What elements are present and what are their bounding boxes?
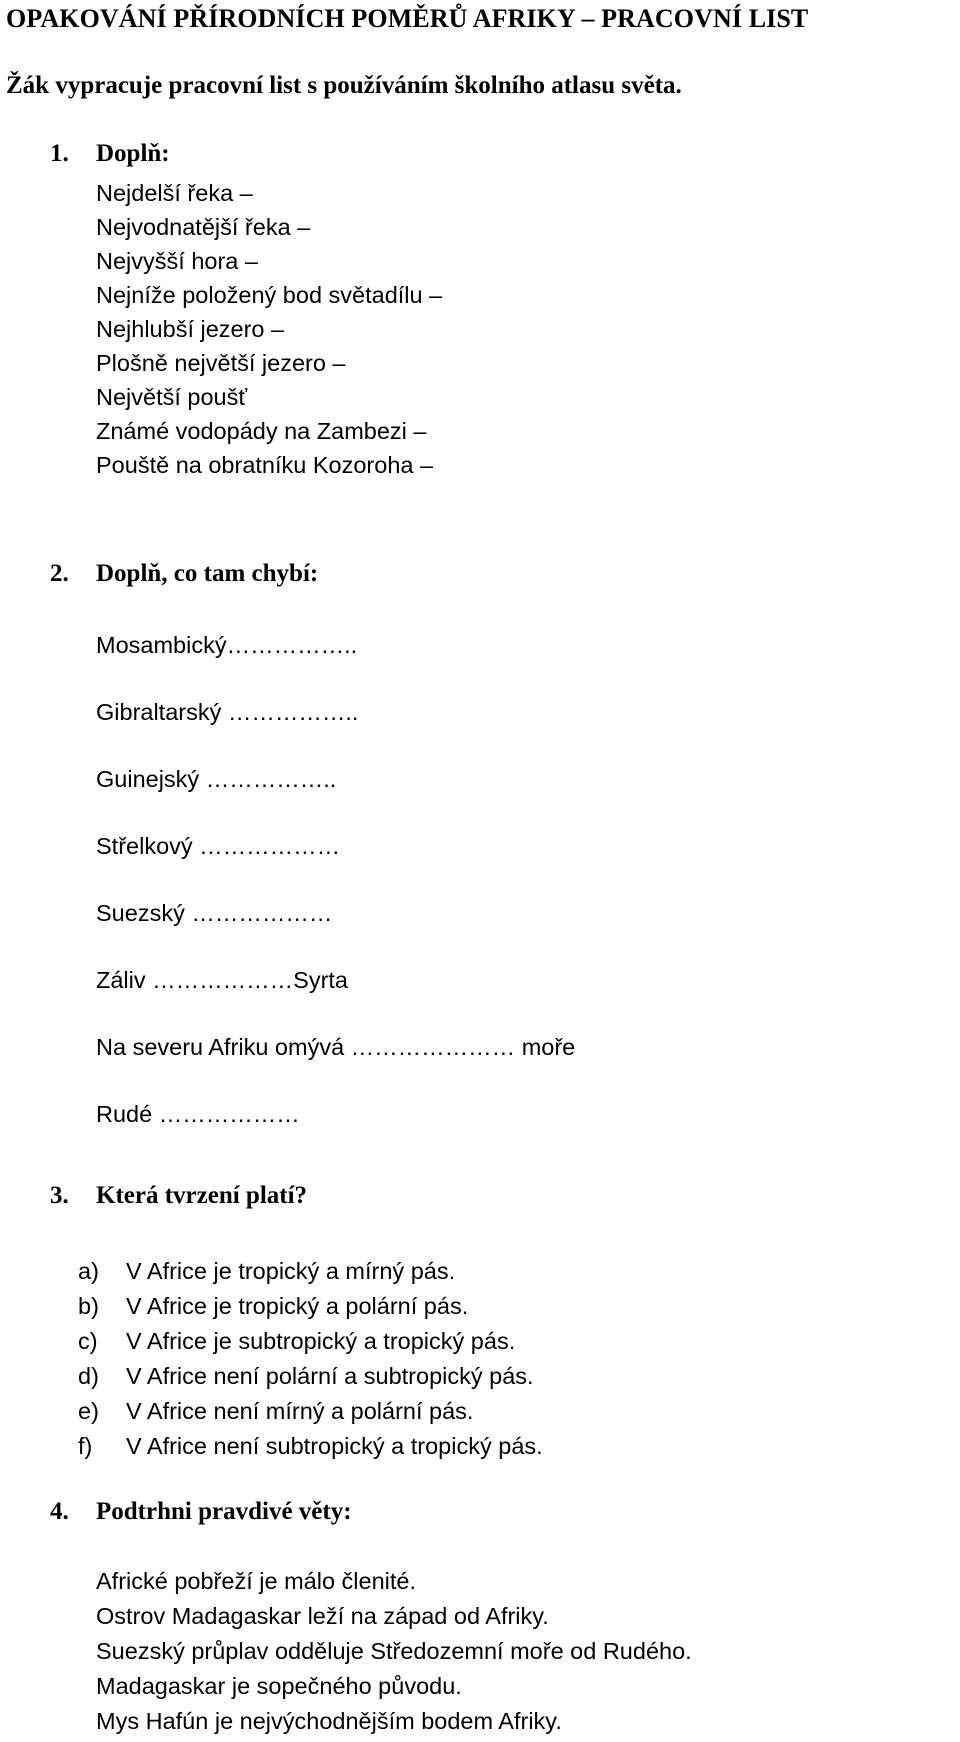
- statement: Madagaskar je sopečného původu.: [96, 1673, 462, 1699]
- fill-in-line: Záliv ………………Syrta: [96, 967, 348, 993]
- question-1-item: Nejvyšší hora –: [96, 248, 258, 274]
- question-4-heading: [50, 1498, 352, 1526]
- option-letter: d): [78, 1363, 99, 1389]
- fill-in-line: Gibraltarský ……………..: [96, 699, 359, 725]
- question-2-heading: [50, 560, 318, 588]
- option-text: V Africe není subtropický a tropický pás.: [126, 1433, 543, 1459]
- question-3-options: [78, 1254, 543, 1464]
- option-letter: c): [78, 1328, 98, 1354]
- answer-option: [78, 1254, 543, 1289]
- option-text: V Africe není polární a subtropický pás.: [126, 1363, 534, 1389]
- option-letter: a): [78, 1258, 99, 1284]
- question-1-item: Největší poušť: [96, 384, 248, 410]
- question-1-heading: [50, 140, 170, 168]
- question-2-text: Doplň, co tam chybí:: [96, 560, 319, 587]
- answer-option: [78, 1359, 543, 1394]
- answer-option: [78, 1394, 543, 1429]
- question-4-number: 4.: [50, 1498, 69, 1525]
- statement: Mys Hafún je nejvýchodnějším bodem Afriky.: [96, 1708, 562, 1734]
- fill-in-line: Suezský ………………: [96, 900, 333, 926]
- option-text: V Africe je tropický a mírný pás.: [126, 1258, 456, 1284]
- option-letter: e): [78, 1398, 99, 1424]
- option-text: V Africe je tropický a polární pás.: [126, 1293, 469, 1319]
- fill-in-line: Střelkový ………………: [96, 833, 341, 859]
- fill-in-line: Mosambický……………..: [96, 632, 358, 658]
- question-1-item: Nejhlubší jezero –: [96, 316, 285, 342]
- option-letter: b): [78, 1293, 99, 1319]
- question-1-item: Nejníže položený bod světadílu –: [96, 282, 443, 308]
- fill-in-line: Rudé ………………: [96, 1101, 300, 1127]
- question-1-list: [96, 176, 442, 482]
- option-text: V Africe je subtropický a tropický pás.: [126, 1328, 516, 1354]
- question-3-number: 3.: [50, 1182, 69, 1209]
- question-1-item: Pouště na obratníku Kozoroha –: [96, 452, 434, 478]
- question-1-number: 1.: [50, 140, 69, 167]
- fill-in-line: Na severu Afriku omývá ………………… moře: [96, 1034, 576, 1060]
- answer-option: [78, 1289, 543, 1324]
- question-3-text: Která tvrzení platí?: [96, 1182, 308, 1209]
- question-1-text: Doplň:: [96, 140, 170, 167]
- fill-in-line: Guinejský ……………..: [96, 766, 337, 792]
- statement: Africké pobřeží je málo členité.: [96, 1568, 417, 1594]
- answer-option: [78, 1324, 543, 1359]
- question-4-sentences: [96, 1564, 692, 1739]
- statement: Ostrov Madagaskar leží na západ od Afriky.: [96, 1603, 549, 1629]
- question-1-item: Nejvodnatější řeka –: [96, 214, 311, 240]
- option-letter: f): [78, 1433, 93, 1459]
- question-2-number: 2.: [50, 560, 69, 587]
- question-3-heading: [50, 1182, 307, 1210]
- statement: Suezský průplav odděluje Středozemní moře od Rudého.: [96, 1638, 692, 1664]
- question-1-item: Plošně největší jezero –: [96, 350, 346, 376]
- worksheet-instructions: Žák vypracuje pracovní list s používáním školního atlasu světa.: [6, 72, 682, 99]
- question-2-list: [96, 628, 575, 1164]
- option-text: V Africe není mírný a polární pás.: [126, 1398, 474, 1424]
- worksheet-title: OPAKOVÁNÍ PŘÍRODNÍCH POMĚRŮ AFRIKY – PRACOVNÍ LIST: [6, 4, 809, 33]
- question-1-item: Nejdelší řeka –: [96, 180, 253, 206]
- answer-option: [78, 1429, 543, 1464]
- question-4-text: Podtrhni pravdivé věty:: [96, 1498, 352, 1525]
- question-1-item: Známé vodopády na Zambezi –: [96, 418, 427, 444]
